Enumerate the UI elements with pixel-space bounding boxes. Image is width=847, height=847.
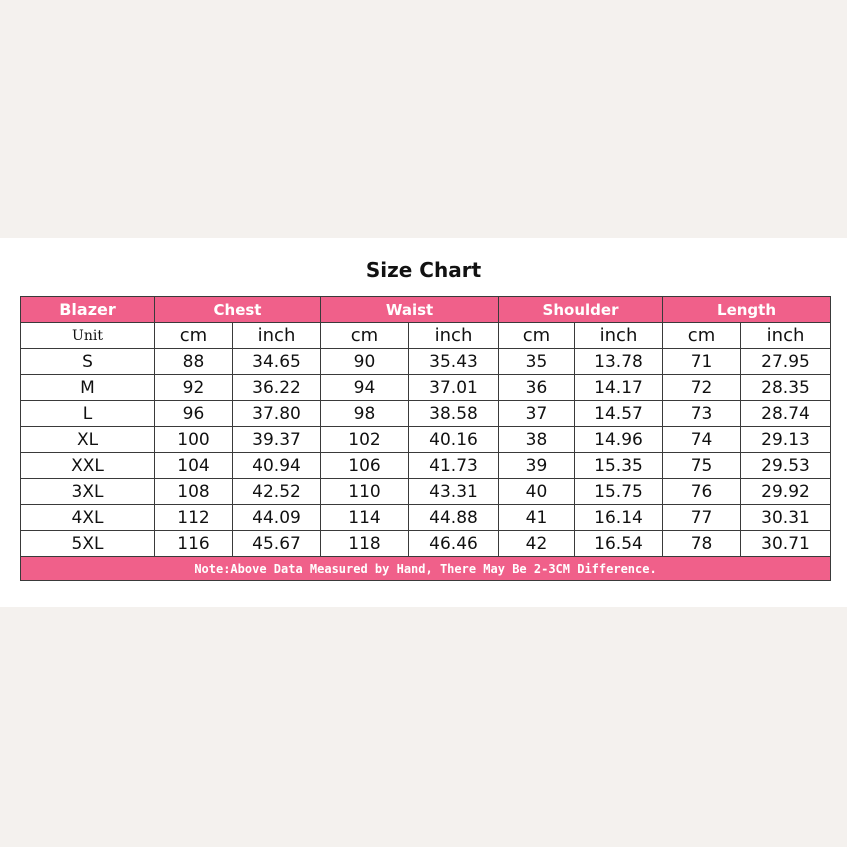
note-row [21,557,831,581]
size-cell: L [21,401,155,427]
value-cell: 42 [499,531,575,557]
size-cell: XXL [21,453,155,479]
value-cell: 73 [663,401,741,427]
value-cell: 40.94 [233,453,321,479]
value-cell: 36.22 [233,375,321,401]
size-cell: 4XL [21,505,155,531]
value-cell: 16.54 [575,531,663,557]
value-cell: 100 [155,427,233,453]
value-cell: 76 [663,479,741,505]
page-title: Size Chart [365,258,482,282]
value-cell: 30.31 [741,505,831,531]
unit-cell: inch [409,323,499,349]
value-cell: 14.17 [575,375,663,401]
value-cell: 37.01 [409,375,499,401]
header-length: Length [663,297,831,323]
value-cell: 104 [155,453,233,479]
value-cell: 28.74 [741,401,831,427]
size-table [20,296,831,581]
value-cell: 39 [499,453,575,479]
header-shoulder: Shoulder [499,297,663,323]
value-cell: 29.92 [741,479,831,505]
value-cell: 98 [321,401,409,427]
unit-label: Unit [21,323,155,349]
value-cell: 36 [499,375,575,401]
unit-cell: cm [499,323,575,349]
table-row [21,427,831,453]
unit-cell: inch [741,323,831,349]
value-cell: 106 [321,453,409,479]
table-row [21,479,831,505]
size-cell: XL [21,427,155,453]
value-cell: 92 [155,375,233,401]
value-cell: 29.53 [741,453,831,479]
value-cell: 94 [321,375,409,401]
size-cell: 3XL [21,479,155,505]
value-cell: 44.09 [233,505,321,531]
value-cell: 75 [663,453,741,479]
size-chart-panel [0,238,847,607]
value-cell: 112 [155,505,233,531]
value-cell: 34.65 [233,349,321,375]
table-row [21,349,831,375]
value-cell: 116 [155,531,233,557]
header-blazer: Blazer [21,297,155,323]
value-cell: 41.73 [409,453,499,479]
value-cell: 38.58 [409,401,499,427]
size-cell: 5XL [21,531,155,557]
value-cell: 15.35 [575,453,663,479]
value-cell: 14.57 [575,401,663,427]
value-cell: 96 [155,401,233,427]
value-cell: 37 [499,401,575,427]
table-row [21,505,831,531]
value-cell: 13.78 [575,349,663,375]
value-cell: 72 [663,375,741,401]
value-cell: 35.43 [409,349,499,375]
value-cell: 88 [155,349,233,375]
table-row [21,531,831,557]
value-cell: 15.75 [575,479,663,505]
value-cell: 39.37 [233,427,321,453]
value-cell: 118 [321,531,409,557]
value-cell: 74 [663,427,741,453]
value-cell: 40 [499,479,575,505]
value-cell: 77 [663,505,741,531]
value-cell: 30.71 [741,531,831,557]
value-cell: 29.13 [741,427,831,453]
size-cell: M [21,375,155,401]
table-row [21,375,831,401]
value-cell: 16.14 [575,505,663,531]
unit-cell: cm [663,323,741,349]
value-cell: 108 [155,479,233,505]
value-cell: 45.67 [233,531,321,557]
unit-cell: inch [575,323,663,349]
value-cell: 27.95 [741,349,831,375]
unit-cell: cm [155,323,233,349]
value-cell: 42.52 [233,479,321,505]
value-cell: 35 [499,349,575,375]
unit-row [21,323,831,349]
value-cell: 78 [663,531,741,557]
value-cell: 110 [321,479,409,505]
measurement-note: Note:Above Data Measured by Hand, There May Be 2-3CM Difference. [21,557,831,581]
unit-cell: inch [233,323,321,349]
value-cell: 71 [663,349,741,375]
value-cell: 43.31 [409,479,499,505]
value-cell: 37.80 [233,401,321,427]
header-chest: Chest [155,297,321,323]
value-cell: 102 [321,427,409,453]
value-cell: 40.16 [409,427,499,453]
table-row [21,453,831,479]
header-row [21,297,831,323]
unit-cell: cm [321,323,409,349]
header-waist: Waist [321,297,499,323]
value-cell: 28.35 [741,375,831,401]
value-cell: 46.46 [409,531,499,557]
table-row [21,401,831,427]
value-cell: 44.88 [409,505,499,531]
value-cell: 114 [321,505,409,531]
value-cell: 90 [321,349,409,375]
value-cell: 14.96 [575,427,663,453]
value-cell: 41 [499,505,575,531]
size-cell: S [21,349,155,375]
value-cell: 38 [499,427,575,453]
